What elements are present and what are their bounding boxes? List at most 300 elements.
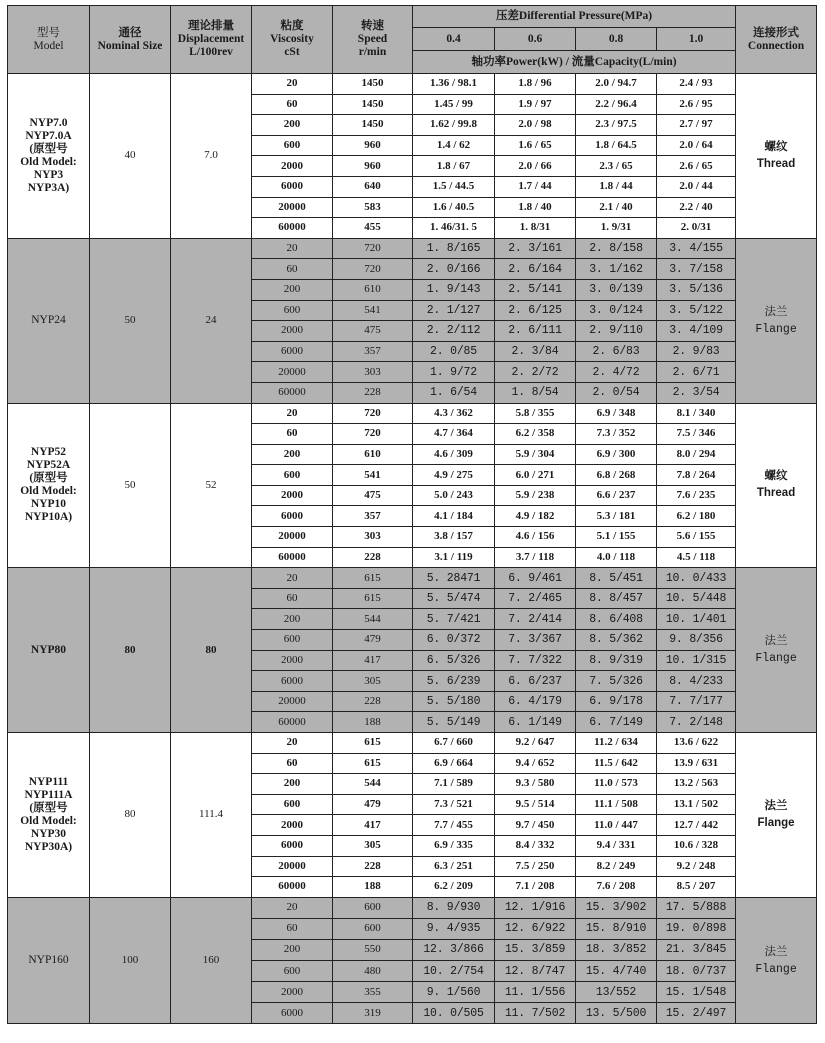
power-capacity-cell: 1.8 / 44 xyxy=(576,176,657,197)
model-line: NYP111A xyxy=(24,788,73,801)
power-capacity-cell: 4.6 / 309 xyxy=(413,444,495,465)
speed-cell: 228 xyxy=(333,382,413,403)
header-pressure-1: 0.6 xyxy=(495,28,576,51)
model-line: (原型号 xyxy=(29,801,68,814)
speed-cell: 357 xyxy=(333,341,413,362)
power-capacity-cell: 11.0 / 447 xyxy=(576,815,657,836)
speed-cell: 303 xyxy=(333,362,413,383)
speed-cell: 640 xyxy=(333,176,413,197)
speed-cell: 615 xyxy=(333,753,413,774)
table-row xyxy=(8,733,817,754)
power-capacity-cell: 6.9 / 664 xyxy=(413,753,495,774)
speed-cell: 475 xyxy=(333,321,413,342)
viscosity-cell: 600 xyxy=(252,465,333,486)
power-capacity-cell: 13.1 / 502 xyxy=(657,794,736,815)
power-capacity-cell: 6.2 / 180 xyxy=(657,506,736,527)
speed-cell: 305 xyxy=(333,671,413,692)
power-capacity-cell: 18. 3/852 xyxy=(576,939,657,960)
power-capacity-cell: 2.0 / 64 xyxy=(657,135,736,156)
viscosity-cell: 600 xyxy=(252,630,333,651)
connection-en: Thread xyxy=(756,487,796,500)
speed-cell: 479 xyxy=(333,794,413,815)
viscosity-cell: 20000 xyxy=(252,362,333,383)
power-capacity-cell: 4.0 / 118 xyxy=(576,547,657,568)
power-capacity-cell: 5. 7/421 xyxy=(413,609,495,630)
header-model-zh: 型号 xyxy=(37,26,60,39)
power-capacity-cell: 8.2 / 249 xyxy=(576,856,657,877)
power-capacity-cell: 7. 2/414 xyxy=(495,609,576,630)
power-capacity-cell: 8. 8/457 xyxy=(576,588,657,609)
power-capacity-cell: 11.5 / 642 xyxy=(576,753,657,774)
power-capacity-cell: 2. 6/125 xyxy=(495,300,576,321)
model-cell xyxy=(8,568,90,733)
power-capacity-cell: 1.9 / 97 xyxy=(495,94,576,115)
model-line: (原型号 xyxy=(29,472,68,485)
power-capacity-cell: 2. 4/72 xyxy=(576,362,657,383)
power-capacity-cell: 6.3 / 251 xyxy=(413,856,495,877)
power-capacity-cell: 7.5 / 346 xyxy=(657,424,736,445)
viscosity-cell: 2000 xyxy=(252,156,333,177)
viscosity-cell: 200 xyxy=(252,774,333,795)
power-capacity-cell: 15. 4/740 xyxy=(576,961,657,982)
viscosity-cell: 2000 xyxy=(252,982,333,1003)
viscosity-cell: 2000 xyxy=(252,321,333,342)
connection-cell xyxy=(736,238,817,403)
model-line: NYP10A) xyxy=(24,511,73,524)
model-line: NYP3 xyxy=(33,168,64,181)
power-capacity-cell: 6. 5/326 xyxy=(413,650,495,671)
connection-en: Flange xyxy=(757,816,795,829)
power-capacity-cell: 5.8 / 355 xyxy=(495,403,576,424)
connection-en: Flange xyxy=(755,962,797,976)
viscosity-cell: 600 xyxy=(252,961,333,982)
power-capacity-cell: 9. 4/935 xyxy=(413,918,495,939)
power-capacity-cell: 8.5 / 207 xyxy=(657,877,736,898)
power-capacity-cell: 6.9 / 300 xyxy=(576,444,657,465)
power-capacity-cell: 10. 1/315 xyxy=(657,650,736,671)
nominal-size-cell: 40 xyxy=(90,74,171,239)
header-pressure-3: 1.0 xyxy=(657,28,736,51)
power-capacity-cell: 8.4 / 332 xyxy=(495,835,576,856)
viscosity-cell: 60 xyxy=(252,424,333,445)
header-nominal-size-en: Nominal Size xyxy=(97,39,163,52)
viscosity-cell: 20000 xyxy=(252,527,333,548)
connection-zh: 法兰 xyxy=(764,305,788,319)
power-capacity-cell: 9. 1/560 xyxy=(413,982,495,1003)
viscosity-cell: 600 xyxy=(252,794,333,815)
speed-cell: 228 xyxy=(333,547,413,568)
power-capacity-cell: 2. 2/72 xyxy=(495,362,576,383)
power-capacity-cell: 1. 9/72 xyxy=(413,362,495,383)
nominal-size-cell: 50 xyxy=(90,238,171,403)
power-capacity-cell: 8. 5/362 xyxy=(576,630,657,651)
power-capacity-cell: 18. 0/737 xyxy=(657,961,736,982)
power-capacity-cell: 7.1 / 589 xyxy=(413,774,495,795)
viscosity-cell: 200 xyxy=(252,609,333,630)
speed-cell: 319 xyxy=(333,1003,413,1024)
table-row xyxy=(8,403,817,424)
connection-zh: 法兰 xyxy=(764,635,788,649)
power-capacity-cell: 12.7 / 442 xyxy=(657,815,736,836)
power-capacity-cell: 3. 5/136 xyxy=(657,279,736,300)
viscosity-cell: 60 xyxy=(252,588,333,609)
power-capacity-cell: 2. 5/141 xyxy=(495,279,576,300)
speed-cell: 544 xyxy=(333,609,413,630)
header-power-capacity: 轴功率Power(kW) / 流量Capacity(L/min) xyxy=(413,51,736,74)
power-capacity-cell: 1.8 / 67 xyxy=(413,156,495,177)
power-capacity-cell: 7.3 / 352 xyxy=(576,424,657,445)
table-row xyxy=(8,568,817,589)
viscosity-cell: 20 xyxy=(252,74,333,95)
power-capacity-cell: 21. 3/845 xyxy=(657,939,736,960)
power-capacity-cell: 12. 8/747 xyxy=(495,961,576,982)
model-line: NYP160 xyxy=(28,954,69,967)
power-capacity-cell: 7.8 / 264 xyxy=(657,465,736,486)
header-speed xyxy=(333,6,413,74)
power-capacity-cell: 1.8 / 96 xyxy=(495,74,576,95)
viscosity-cell: 20000 xyxy=(252,197,333,218)
power-capacity-cell: 9.2 / 647 xyxy=(495,733,576,754)
power-capacity-cell: 5.9 / 304 xyxy=(495,444,576,465)
model-cell xyxy=(8,74,90,239)
connection-cell xyxy=(736,74,817,239)
viscosity-cell: 6000 xyxy=(252,176,333,197)
viscosity-cell: 60000 xyxy=(252,547,333,568)
power-capacity-cell: 2.0 / 44 xyxy=(657,176,736,197)
power-capacity-cell: 2. 3/161 xyxy=(495,238,576,259)
speed-cell: 479 xyxy=(333,630,413,651)
connection-cell xyxy=(736,897,817,1024)
speed-cell: 228 xyxy=(333,691,413,712)
viscosity-cell: 2000 xyxy=(252,815,333,836)
header-model-en: Model xyxy=(33,39,64,52)
power-capacity-cell: 5. 28471 xyxy=(413,568,495,589)
power-capacity-cell: 15. 2/497 xyxy=(657,1003,736,1024)
power-capacity-cell: 5.3 / 181 xyxy=(576,506,657,527)
power-capacity-cell: 10. 0/505 xyxy=(413,1003,495,1024)
power-capacity-cell: 6.9 / 348 xyxy=(576,403,657,424)
power-capacity-cell: 15. 3/859 xyxy=(495,939,576,960)
power-capacity-cell: 2.0 / 98 xyxy=(495,115,576,136)
viscosity-cell: 20 xyxy=(252,238,333,259)
speed-cell: 720 xyxy=(333,424,413,445)
viscosity-cell: 6000 xyxy=(252,835,333,856)
viscosity-cell: 60000 xyxy=(252,877,333,898)
power-capacity-cell: 1. 6/54 xyxy=(413,382,495,403)
header-pressure-2: 0.8 xyxy=(576,28,657,51)
viscosity-cell: 2000 xyxy=(252,650,333,671)
power-capacity-cell: 2. 6/83 xyxy=(576,341,657,362)
power-capacity-cell: 2.3 / 97.5 xyxy=(576,115,657,136)
power-capacity-cell: 4.7 / 364 xyxy=(413,424,495,445)
viscosity-cell: 60000 xyxy=(252,218,333,239)
power-capacity-cell: 1. 9/31 xyxy=(576,218,657,239)
power-capacity-cell: 4.6 / 156 xyxy=(495,527,576,548)
power-capacity-cell: 13.6 / 622 xyxy=(657,733,736,754)
power-capacity-cell: 2. 9/83 xyxy=(657,341,736,362)
model-line: Old Model: xyxy=(20,814,77,827)
header-nominal-size xyxy=(90,6,171,74)
power-capacity-cell: 1. 9/143 xyxy=(413,279,495,300)
power-capacity-cell: 15. 1/548 xyxy=(657,982,736,1003)
power-capacity-cell: 1. 46/31. 5 xyxy=(413,218,495,239)
header-displacement-unit: L/100rev xyxy=(189,46,233,58)
model-line: NYP7.0A xyxy=(25,129,72,142)
power-capacity-cell: 2. 0/54 xyxy=(576,382,657,403)
viscosity-cell: 2000 xyxy=(252,485,333,506)
power-capacity-cell: 3. 4/155 xyxy=(657,238,736,259)
power-capacity-cell: 2. 2/112 xyxy=(413,321,495,342)
power-capacity-cell: 1.6 / 65 xyxy=(495,135,576,156)
power-capacity-cell: 10. 2/754 xyxy=(413,961,495,982)
speed-cell: 541 xyxy=(333,300,413,321)
power-capacity-cell: 2.7 / 97 xyxy=(657,115,736,136)
model-line: NYP80 xyxy=(30,643,67,656)
speed-cell: 615 xyxy=(333,733,413,754)
connection-zh: 螺纹 xyxy=(764,140,788,153)
power-capacity-cell: 7.6 / 235 xyxy=(657,485,736,506)
power-capacity-cell: 1. 8/54 xyxy=(495,382,576,403)
power-capacity-cell: 9.2 / 248 xyxy=(657,856,736,877)
power-capacity-cell: 8. 4/233 xyxy=(657,671,736,692)
displacement-cell: 160 xyxy=(171,897,252,1024)
table-row xyxy=(8,74,817,95)
power-capacity-cell: 11.1 / 508 xyxy=(576,794,657,815)
power-capacity-cell: 7.3 / 521 xyxy=(413,794,495,815)
power-capacity-cell: 12. 3/866 xyxy=(413,939,495,960)
power-capacity-cell: 2. 6/164 xyxy=(495,259,576,280)
speed-cell: 610 xyxy=(333,279,413,300)
power-capacity-cell: 6. 6/237 xyxy=(495,671,576,692)
power-capacity-cell: 6.2 / 358 xyxy=(495,424,576,445)
viscosity-cell: 20 xyxy=(252,568,333,589)
connection-cell xyxy=(736,733,817,898)
header-viscosity-en: Viscosity xyxy=(270,33,314,45)
power-capacity-cell: 6. 7/149 xyxy=(576,712,657,733)
connection-zh: 螺纹 xyxy=(764,470,788,483)
speed-cell: 188 xyxy=(333,877,413,898)
viscosity-cell: 600 xyxy=(252,300,333,321)
power-capacity-cell: 6. 9/461 xyxy=(495,568,576,589)
model-line: NYP30 xyxy=(30,827,67,840)
power-capacity-cell: 5.1 / 155 xyxy=(576,527,657,548)
viscosity-cell: 6000 xyxy=(252,506,333,527)
power-capacity-cell: 3. 0/124 xyxy=(576,300,657,321)
power-capacity-cell: 1. 8/31 xyxy=(495,218,576,239)
power-capacity-cell: 5.0 / 243 xyxy=(413,485,495,506)
power-capacity-cell: 3.8 / 157 xyxy=(413,527,495,548)
power-capacity-cell: 6.6 / 237 xyxy=(576,485,657,506)
power-capacity-cell: 3. 5/122 xyxy=(657,300,736,321)
power-capacity-cell: 7.5 / 250 xyxy=(495,856,576,877)
power-capacity-cell: 9.3 / 580 xyxy=(495,774,576,795)
header-displacement xyxy=(171,6,252,74)
viscosity-cell: 6000 xyxy=(252,671,333,692)
viscosity-cell: 60 xyxy=(252,259,333,280)
power-capacity-cell: 1.5 / 44.5 xyxy=(413,176,495,197)
speed-cell: 303 xyxy=(333,527,413,548)
power-capacity-cell: 7. 7/177 xyxy=(657,691,736,712)
viscosity-cell: 20000 xyxy=(252,691,333,712)
power-capacity-cell: 2.0 / 66 xyxy=(495,156,576,177)
power-capacity-cell: 19. 0/898 xyxy=(657,918,736,939)
power-capacity-cell: 8. 9/930 xyxy=(413,897,495,918)
power-capacity-cell: 1. 8/165 xyxy=(413,238,495,259)
power-capacity-cell: 6.8 / 268 xyxy=(576,465,657,486)
power-capacity-cell: 2. 6/71 xyxy=(657,362,736,383)
power-capacity-cell: 6.9 / 335 xyxy=(413,835,495,856)
power-capacity-cell: 1.7 / 44 xyxy=(495,176,576,197)
speed-cell: 541 xyxy=(333,465,413,486)
power-capacity-cell: 2. 3/54 xyxy=(657,382,736,403)
speed-cell: 960 xyxy=(333,156,413,177)
speed-cell: 600 xyxy=(333,918,413,939)
power-capacity-cell: 7. 7/322 xyxy=(495,650,576,671)
power-capacity-cell: 15. 8/910 xyxy=(576,918,657,939)
speed-cell: 417 xyxy=(333,650,413,671)
model-line: NYP7.0 xyxy=(29,116,68,129)
connection-zh: 法兰 xyxy=(764,945,788,959)
table-header xyxy=(8,6,817,74)
power-capacity-cell: 12. 1/916 xyxy=(495,897,576,918)
power-capacity-cell: 3.1 / 119 xyxy=(413,547,495,568)
power-capacity-cell: 5.9 / 238 xyxy=(495,485,576,506)
speed-cell: 417 xyxy=(333,815,413,836)
power-capacity-cell: 9.7 / 450 xyxy=(495,815,576,836)
power-capacity-cell: 2. 8/158 xyxy=(576,238,657,259)
viscosity-cell: 20000 xyxy=(252,856,333,877)
power-capacity-cell: 8.0 / 294 xyxy=(657,444,736,465)
nominal-size-cell: 100 xyxy=(90,897,171,1024)
power-capacity-cell: 6. 1/149 xyxy=(495,712,576,733)
viscosity-cell: 60 xyxy=(252,918,333,939)
power-capacity-cell: 9. 8/356 xyxy=(657,630,736,651)
power-capacity-cell: 13.2 / 563 xyxy=(657,774,736,795)
viscosity-cell: 60000 xyxy=(252,712,333,733)
connection-zh: 法兰 xyxy=(764,799,788,812)
header-model xyxy=(8,6,90,74)
speed-cell: 960 xyxy=(333,135,413,156)
power-capacity-cell: 7. 2/148 xyxy=(657,712,736,733)
power-capacity-cell: 4.9 / 182 xyxy=(495,506,576,527)
power-capacity-cell: 5. 5/180 xyxy=(413,691,495,712)
power-capacity-cell: 2. 9/110 xyxy=(576,321,657,342)
nominal-size-cell: 80 xyxy=(90,733,171,898)
speed-cell: 720 xyxy=(333,403,413,424)
viscosity-cell: 20 xyxy=(252,403,333,424)
speed-cell: 550 xyxy=(333,939,413,960)
speed-cell: 1450 xyxy=(333,74,413,95)
header-viscosity-unit: cSt xyxy=(284,46,300,58)
model-line: (原型号 xyxy=(29,142,68,155)
power-capacity-cell: 3.7 / 118 xyxy=(495,547,576,568)
power-capacity-cell: 6. 0/372 xyxy=(413,630,495,651)
power-capacity-cell: 2. 0/31 xyxy=(657,218,736,239)
speed-cell: 1450 xyxy=(333,115,413,136)
power-capacity-cell: 2.6 / 65 xyxy=(657,156,736,177)
power-capacity-cell: 4.5 / 118 xyxy=(657,547,736,568)
power-capacity-cell: 7.7 / 455 xyxy=(413,815,495,836)
power-capacity-cell: 2.6 / 95 xyxy=(657,94,736,115)
power-capacity-cell: 3. 7/158 xyxy=(657,259,736,280)
power-capacity-cell: 7.1 / 208 xyxy=(495,877,576,898)
power-capacity-cell: 13/552 xyxy=(576,982,657,1003)
model-line: NYP111 xyxy=(28,775,69,788)
connection-cell xyxy=(736,403,817,568)
header-connection-en: Connection xyxy=(747,39,805,52)
power-capacity-cell: 8. 6/408 xyxy=(576,609,657,630)
speed-cell: 480 xyxy=(333,961,413,982)
header-speed-en: Speed xyxy=(357,33,388,45)
power-capacity-cell: 9.4 / 652 xyxy=(495,753,576,774)
power-capacity-cell: 10. 5/448 xyxy=(657,588,736,609)
power-capacity-cell: 6. 9/178 xyxy=(576,691,657,712)
speed-cell: 475 xyxy=(333,485,413,506)
power-capacity-cell: 15. 3/902 xyxy=(576,897,657,918)
model-line: NYP30A) xyxy=(24,840,73,853)
model-cell xyxy=(8,733,90,898)
speed-cell: 720 xyxy=(333,238,413,259)
power-capacity-cell: 9.5 / 514 xyxy=(495,794,576,815)
power-capacity-cell: 5. 6/239 xyxy=(413,671,495,692)
power-capacity-cell: 5. 5/149 xyxy=(413,712,495,733)
connection-en: Thread xyxy=(756,157,796,170)
header-displacement-zh: 理论排量 xyxy=(188,20,234,32)
model-cell xyxy=(8,403,90,568)
speed-cell: 228 xyxy=(333,856,413,877)
speed-cell: 355 xyxy=(333,982,413,1003)
power-capacity-cell: 13.9 / 631 xyxy=(657,753,736,774)
displacement-cell: 80 xyxy=(171,568,252,733)
header-speed-unit: r/min xyxy=(358,46,387,58)
viscosity-cell: 6000 xyxy=(252,1003,333,1024)
power-capacity-cell: 1.36 / 98.1 xyxy=(413,74,495,95)
speed-cell: 544 xyxy=(333,774,413,795)
power-capacity-cell: 7. 2/465 xyxy=(495,588,576,609)
power-capacity-cell: 7.6 / 208 xyxy=(576,877,657,898)
viscosity-cell: 200 xyxy=(252,939,333,960)
viscosity-cell: 200 xyxy=(252,115,333,136)
power-capacity-cell: 2.1 / 40 xyxy=(576,197,657,218)
displacement-cell: 52 xyxy=(171,403,252,568)
power-capacity-cell: 2. 0/166 xyxy=(413,259,495,280)
viscosity-cell: 200 xyxy=(252,279,333,300)
power-capacity-cell: 1.4 / 62 xyxy=(413,135,495,156)
power-capacity-cell: 1.6 / 40.5 xyxy=(413,197,495,218)
power-capacity-cell: 8. 5/451 xyxy=(576,568,657,589)
power-capacity-cell: 2.3 / 65 xyxy=(576,156,657,177)
power-capacity-cell: 7. 5/326 xyxy=(576,671,657,692)
speed-cell: 610 xyxy=(333,444,413,465)
displacement-cell: 111.4 xyxy=(171,733,252,898)
power-capacity-cell: 5. 5/474 xyxy=(413,588,495,609)
power-capacity-cell: 10. 0/433 xyxy=(657,568,736,589)
pump-performance-table xyxy=(7,5,817,1024)
table-row xyxy=(8,897,817,918)
viscosity-cell: 600 xyxy=(252,135,333,156)
displacement-cell: 7.0 xyxy=(171,74,252,239)
viscosity-cell: 20 xyxy=(252,897,333,918)
header-connection-zh: 连接形式 xyxy=(753,26,800,39)
power-capacity-cell: 3. 0/139 xyxy=(576,279,657,300)
speed-cell: 305 xyxy=(333,835,413,856)
connection-cell xyxy=(736,568,817,733)
power-capacity-cell: 6.7 / 660 xyxy=(413,733,495,754)
viscosity-cell: 200 xyxy=(252,444,333,465)
model-cell xyxy=(8,238,90,403)
header-differential-pressure: 压差Differential Pressure(MPa) xyxy=(413,6,736,28)
viscosity-cell: 60 xyxy=(252,94,333,115)
